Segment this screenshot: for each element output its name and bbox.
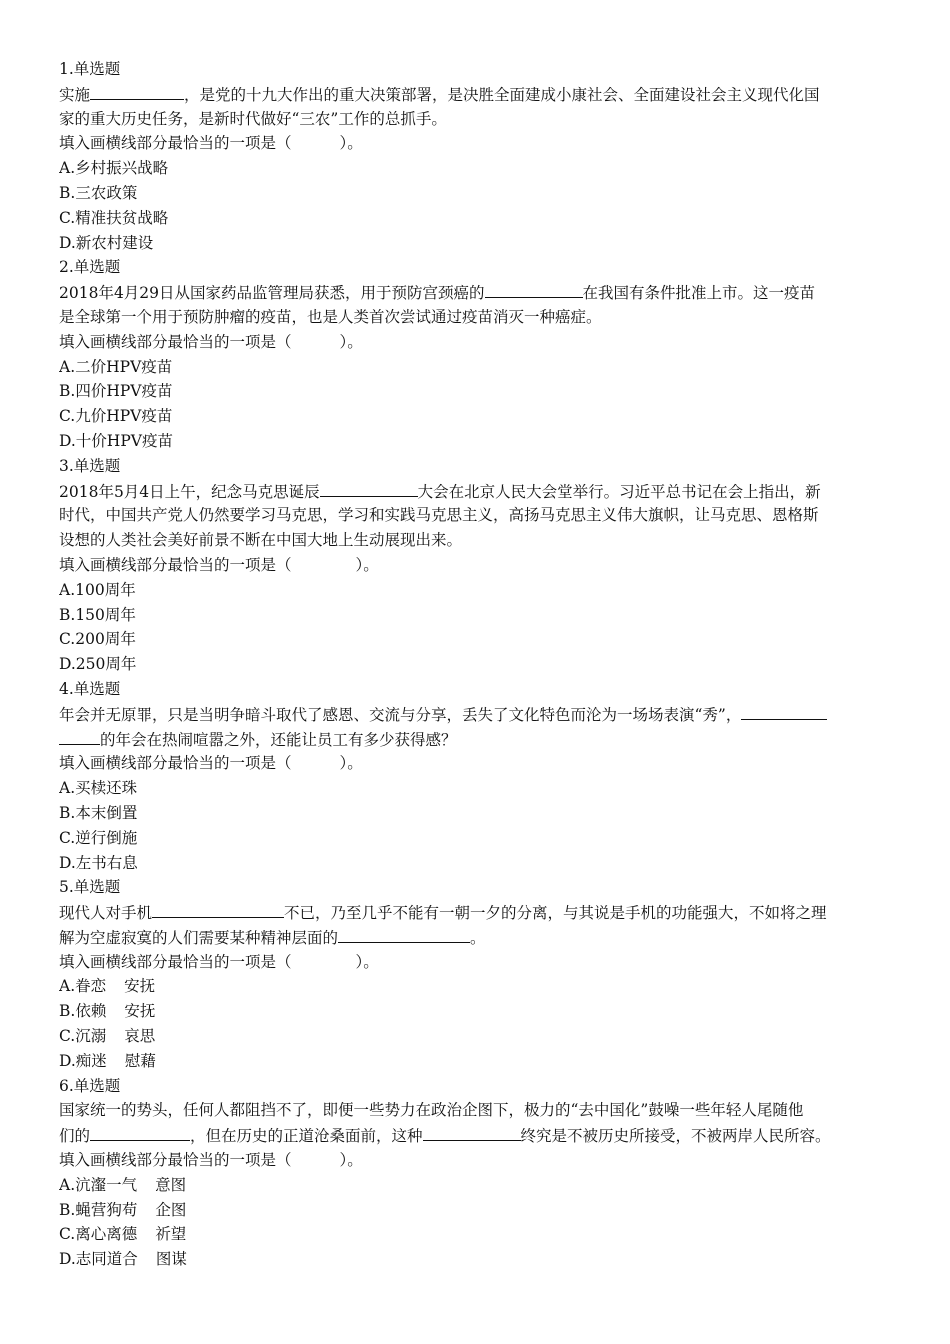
option-c[interactable]: C.沉溺 哀思: [59, 1027, 156, 1046]
question-stem-line: 2018年4月29日从国家药品监管理局获悉，用于预防宫颈癌的 在我国有条件批准上市。这一疫苗: [59, 280, 899, 305]
question-prompt: 填入画横线部分最恰当的一项是（ ）。: [59, 1151, 363, 1170]
question-stem-line: 2018年5月4日上午，纪念马克思诞辰 大会在北京人民大会堂举行。习近平总书记在会上指出，新: [59, 479, 899, 504]
option-c[interactable]: C.九价HPV疫苗: [59, 407, 173, 426]
question-stem-line: 的年会在热闹喧嚣之外，还能让员工有多少获得感？: [59, 727, 899, 752]
option-c[interactable]: C.200周年: [59, 630, 136, 649]
question-3: [59, 454, 899, 677]
question-6: [59, 1074, 899, 1272]
option-b[interactable]: B.本末倒置: [59, 803, 138, 822]
question-5: [59, 875, 899, 1073]
question-stem-line: 设想的人类社会美好前景不断在中国大地上生动展现出来。: [59, 531, 463, 550]
answer-blank: [423, 1123, 521, 1141]
option-b[interactable]: B.150周年: [59, 605, 136, 624]
option-b[interactable]: B.四价HPV疫苗: [59, 382, 173, 401]
question-stem-line: 时代，中国共产党人仍然要学习马克思，学习和实践马克思主义，高扬马克思主义伟大旗帜，让马克思、恩格斯: [59, 506, 819, 525]
option-d[interactable]: D.痴迷 慰藉: [59, 1051, 156, 1070]
answer-blank: [90, 82, 184, 100]
answer-blank: [152, 900, 284, 918]
question-stem-line: 国家统一的势头，任何人都阻挡不了，即便一些势力在政治企图下，极力的“去中国化”鼓噪一些年轻人尾随他: [59, 1101, 804, 1120]
option-d[interactable]: D.左书右息: [59, 853, 138, 872]
option-c[interactable]: C.精准扶贫战略: [59, 208, 169, 227]
option-c[interactable]: C.离心离德 祈望: [59, 1225, 187, 1244]
question-stem-line: 年会并无原罪，只是当明争暗斗取代了感恩、交流与分享，丢失了文化特色而沦为一场场表演“秀”，: [59, 702, 899, 727]
option-b[interactable]: B.三农政策: [59, 183, 138, 202]
answer-blank: [320, 479, 418, 497]
question-header: 5.单选题: [59, 878, 121, 897]
question-stem-line: 解为空虚寂寞的人们需要某种精神层面的 。: [59, 925, 899, 950]
question-stem-line: 是全球第一个用于预防肿瘤的疫苗，也是人类首次尝试通过疫苗消灭一种癌症。: [59, 307, 602, 326]
question-header: 3.单选题: [59, 456, 121, 475]
answer-blank: [741, 702, 827, 720]
option-a[interactable]: A.乡村振兴战略: [59, 159, 169, 178]
option-a[interactable]: A.沆瀣一气 意图: [59, 1175, 187, 1194]
option-a[interactable]: A.100周年: [59, 580, 136, 599]
question-stem-line: 现代人对手机 不已，乃至几乎不能有一朝一夕的分离，与其说是手机的功能强大，不如将之理: [59, 900, 899, 925]
question-prompt: 填入画横线部分最恰当的一项是（ ）。: [59, 555, 379, 574]
question-prompt: 填入画横线部分最恰当的一项是（ ）。: [59, 952, 379, 971]
question-header: 4.单选题: [59, 679, 121, 698]
option-b[interactable]: B.依赖 安抚: [59, 1002, 156, 1021]
question-stem-line: 实施 ，是党的十九大作出的重大决策部署，是决胜全面建成小康社会、全面建设社会主义现代化国: [59, 82, 899, 107]
option-b[interactable]: B.蝇营狗苟 企图: [59, 1200, 187, 1219]
question-prompt: 填入画横线部分最恰当的一项是（ ）。: [59, 134, 363, 153]
question-stem-line: 家的重大历史任务，是新时代做好“三农”工作的总抓手。: [59, 109, 447, 128]
option-d[interactable]: D.新农村建设: [59, 233, 154, 252]
answer-blank: [485, 280, 583, 298]
option-d[interactable]: D.250周年: [59, 655, 137, 674]
question-header: 6.单选题: [59, 1076, 121, 1095]
question-2: [59, 255, 899, 453]
option-a[interactable]: A.眷恋 安抚: [59, 977, 156, 996]
option-d[interactable]: D.志同道合 图谋: [59, 1250, 187, 1269]
answer-blank: [338, 925, 470, 943]
option-c[interactable]: C.逆行倒施: [59, 828, 138, 847]
question-4: [59, 677, 899, 875]
question-header: 1.单选题: [59, 60, 121, 78]
question-prompt: 填入画横线部分最恰当的一项是（ ）。: [59, 332, 363, 351]
answer-blank: [90, 1123, 190, 1141]
option-a[interactable]: A.二价HPV疫苗: [59, 357, 173, 376]
option-a[interactable]: A.买椟还珠: [59, 779, 138, 798]
question-1: [59, 57, 899, 255]
question-document: [59, 57, 899, 1272]
option-d[interactable]: D.十价HPV疫苗: [59, 431, 173, 450]
question-stem-line: 们的 ，但在历史的正道沧桑面前，这种 终究是不被历史所接受，不被两岸人民所容。: [59, 1123, 899, 1148]
answer-blank: [59, 727, 100, 745]
question-prompt: 填入画横线部分最恰当的一项是（ ）。: [59, 754, 363, 773]
question-header: 2.单选题: [59, 258, 121, 277]
